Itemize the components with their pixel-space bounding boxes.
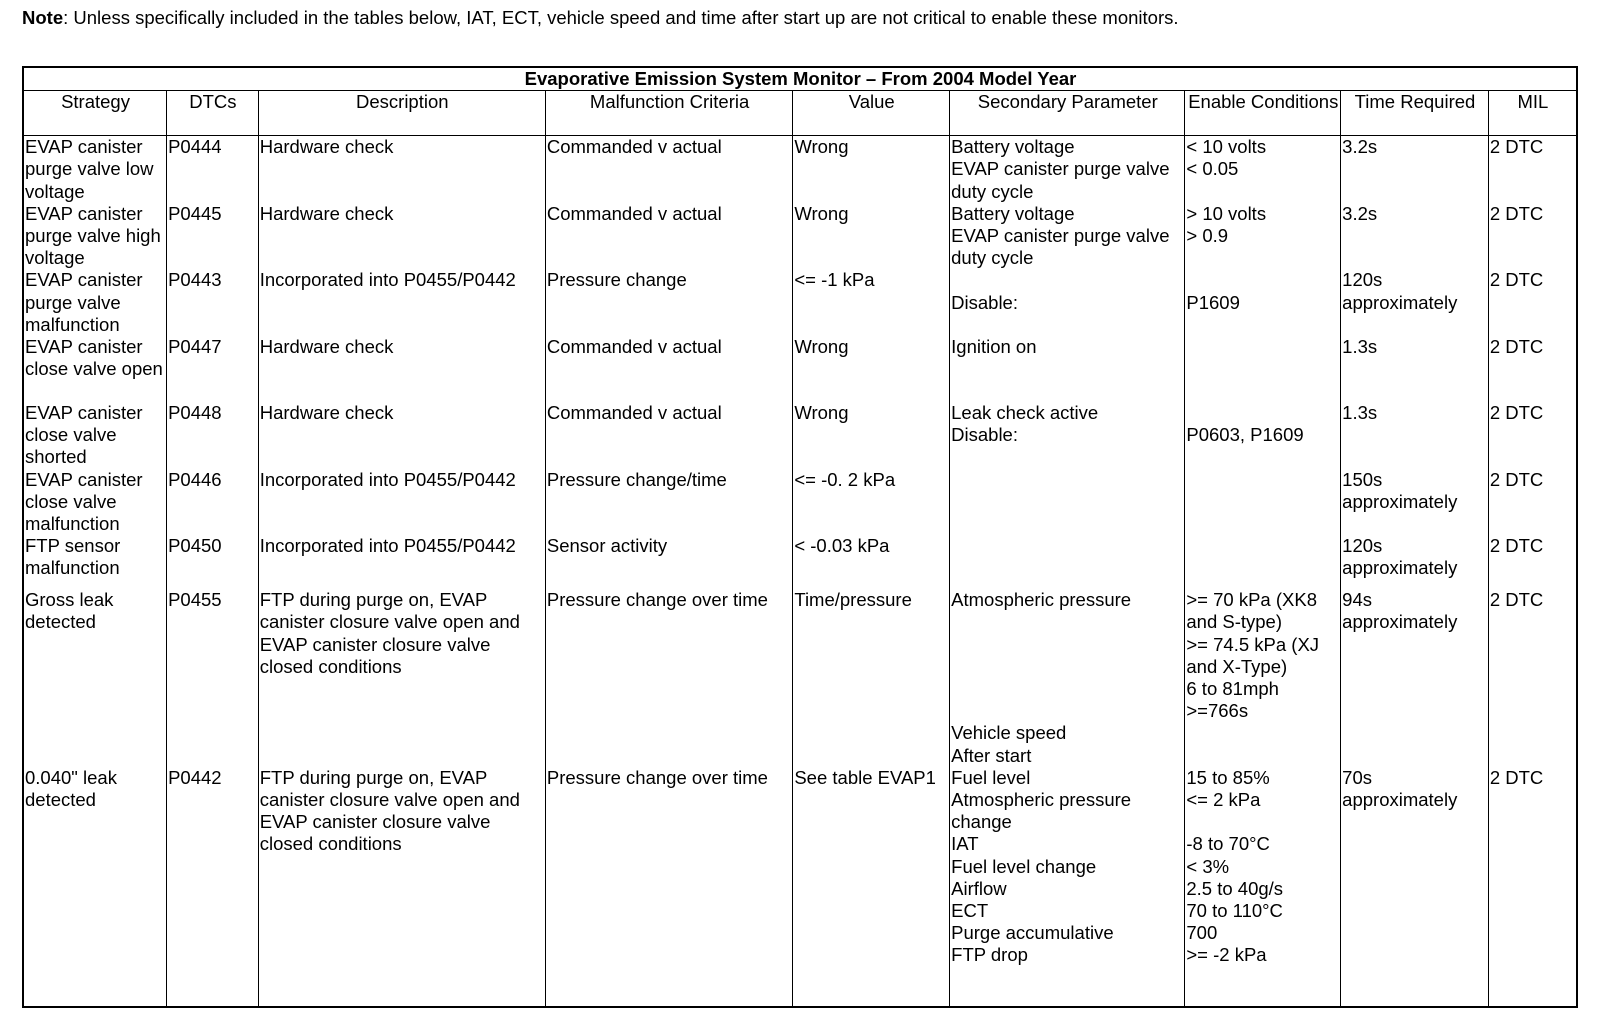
column-header-value: Value [793,91,950,136]
table-row [23,336,1577,402]
secondary-param: Atmospheric pressure [951,589,1132,611]
cell-dtc: P0446 [167,469,259,536]
enable-condition: 6 to 81mph [1186,678,1279,700]
cell-secondary [950,336,1185,402]
cell-strategy: EVAP canister purge valve low voltage [23,136,167,203]
secondary-param: ECT [951,900,989,922]
cell-dtc: P0448 [167,402,259,469]
cell-description: Incorporated into P0455/P0442 [258,535,545,589]
cell-description: Hardware check [258,402,545,469]
secondary-param: Fuel level change [951,855,1097,877]
enable-condition: < 10 volts [1186,136,1267,158]
cell-criteria: Pressure change over time [545,767,792,1007]
cell-secondary [950,767,1185,1007]
enable-condition: >= -2 kPa [1186,944,1267,966]
cell-value: Wrong [793,336,950,402]
table-row [23,136,1577,203]
table-row [23,589,1577,767]
cell-secondary [950,469,1185,536]
secondary-param: Purge accumulative [951,922,1114,944]
secondary-param: Atmospheric pressure change [951,789,1132,833]
enable-condition: < 0.05 [1186,158,1239,180]
cell-description: Hardware check [258,336,545,402]
cell-dtc: P0444 [167,136,259,203]
enable-condition: 700 [1186,922,1218,944]
table-row [23,535,1577,589]
cell-dtc: P0443 [167,269,259,336]
cell-secondary [950,535,1185,589]
cell-description: Incorporated into P0455/P0442 [258,269,545,336]
cell-strategy: EVAP canister close valve shorted [23,402,167,469]
table-row [23,402,1577,469]
secondary-param: Ignition on [951,336,1037,358]
secondary-param: After start [951,744,1032,766]
enable-condition: <= 2 kPa [1186,789,1261,810]
cell-mil: 2 DTC [1488,469,1577,536]
cell-criteria: Sensor activity [545,535,792,589]
column-header-description: Description [258,91,545,136]
enable-condition: > 10 volts [1186,202,1267,224]
cell-enable [1185,469,1341,536]
cell-time: 70s approximately [1341,767,1489,1007]
page-note [22,7,1179,29]
cell-mil: 2 DTC [1488,136,1577,203]
cell-strategy: EVAP canister close valve open [23,336,167,402]
cell-enable [1185,269,1341,336]
column-header-mil: MIL [1488,91,1577,136]
table-row [23,203,1577,270]
cell-strategy: EVAP canister close valve malfunction [23,469,167,536]
cell-value: <= -1 kPa [793,269,950,336]
cell-secondary [950,136,1185,203]
cell-mil: 2 DTC [1488,767,1577,1007]
cell-secondary [950,203,1185,270]
cell-criteria: Pressure change/time [545,469,792,536]
column-header-strategy: Strategy [23,91,167,136]
cell-description: FTP during purge on, EVAP canister closure valve open and EVAP canister closure valve closed conditions [258,767,545,1007]
enable-condition: -8 to 70°C [1186,833,1270,855]
cell-time: 3.2s [1341,136,1489,203]
cell-secondary [950,589,1185,767]
cell-criteria: Commanded v actual [545,336,792,402]
secondary-param: Battery voltage [951,202,1075,224]
cell-criteria: Commanded v actual [545,203,792,270]
cell-criteria: Commanded v actual [545,402,792,469]
enable-condition: 70 to 110°C [1186,900,1283,921]
enable-condition: > 0.9 [1186,225,1229,247]
cell-secondary [950,402,1185,469]
cell-mil: 2 DTC [1488,402,1577,469]
enable-condition: P1609 [1186,291,1240,313]
cell-mil: 2 DTC [1488,269,1577,336]
cell-dtc: P0447 [167,336,259,402]
cell-time: 3.2s [1341,203,1489,270]
cell-value: <= -0. 2 kPa [793,469,950,536]
cell-time: 120s approximately [1341,269,1489,336]
cell-value: See table EVAP1 [793,767,950,1007]
cell-description: Hardware check [258,136,545,203]
column-header-secondary-parameter: Secondary Parameter [950,91,1185,136]
cell-mil: 2 DTC [1488,589,1577,767]
secondary-param: Airflow [951,877,1007,899]
cell-strategy: 0.040" leak detected [23,767,167,1007]
cell-time: 94s approximately [1341,589,1489,767]
cell-strategy: EVAP canister purge valve high voltage [23,203,167,270]
cell-value: Wrong [793,136,950,203]
column-header-enable-conditions: Enable Conditions [1185,91,1341,136]
cell-time: 150s approximately [1341,469,1489,536]
cell-strategy: Gross leak detected [23,589,167,767]
cell-value: Wrong [793,203,950,270]
secondary-param: Vehicle speed [951,722,1067,744]
cell-mil: 2 DTC [1488,203,1577,270]
cell-dtc: P0455 [167,589,259,767]
enable-condition: >=766s [1186,700,1249,722]
column-header-time-required: Time Required [1341,91,1489,136]
cell-description: Incorporated into P0455/P0442 [258,469,545,536]
table-row [23,469,1577,536]
secondary-param: Battery voltage [951,136,1075,158]
cell-strategy: EVAP canister purge valve malfunction [23,269,167,336]
note-text: : Unless specifically included in the tables below, IAT, ECT, vehicle speed and time after start up are not critical to enable these monitors. [63,7,1179,28]
enable-condition: 15 to 85% [1186,766,1270,788]
cell-strategy: FTP sensor malfunction [23,535,167,589]
cell-dtc: P0445 [167,203,259,270]
cell-description: FTP during purge on, EVAP canister closure valve open and EVAP canister closure valve closed conditions [258,589,545,767]
secondary-param: FTP drop [951,944,1028,966]
secondary-param: EVAP canister purge valve duty cycle [951,158,1170,202]
cell-dtc: P0442 [167,767,259,1007]
enable-condition: < 3% [1186,855,1230,877]
enable-condition: >= 74.5 kPa (XJ and X-Type) [1186,633,1320,677]
cell-dtc: P0450 [167,535,259,589]
cell-enable [1185,136,1341,203]
secondary-param: EVAP canister purge valve duty cycle [951,225,1170,269]
secondary-param: Fuel level [951,766,1031,788]
table-title: Evaporative Emission System Monitor – From 2004 Model Year [23,67,1577,91]
cell-criteria: Pressure change over time [545,589,792,767]
cell-time: 120s approximately [1341,535,1489,589]
secondary-param: Disable: [951,424,1018,446]
cell-criteria: Pressure change [545,269,792,336]
column-header-malfunction-criteria: Malfunction Criteria [545,91,792,136]
cell-mil: 2 DTC [1488,336,1577,402]
column-header-dtcs: DTCs [167,91,259,136]
evap-monitor-table [22,66,1578,1008]
cell-value: Time/pressure [793,589,950,767]
enable-condition: >= 70 kPa (XK8 and S-type) [1186,589,1317,633]
cell-value: < -0.03 kPa [793,535,950,589]
cell-enable [1185,535,1341,589]
secondary-param: Leak check active [951,402,1099,424]
cell-time: 1.3s [1341,402,1489,469]
cell-enable [1185,589,1341,767]
cell-enable [1185,336,1341,402]
cell-secondary [950,269,1185,336]
enable-condition: 2.5 to 40g/s [1186,877,1284,899]
cell-time: 1.3s [1341,336,1489,402]
cell-value: Wrong [793,402,950,469]
cell-enable [1185,203,1341,270]
cell-enable [1185,402,1341,469]
note-label: Note [22,7,64,28]
enable-condition: P0603, P1609 [1186,424,1304,446]
table-row [23,767,1577,1007]
cell-description: Hardware check [258,203,545,270]
cell-enable [1185,767,1341,1007]
secondary-param: IAT [951,833,979,855]
cell-criteria: Commanded v actual [545,136,792,203]
secondary-param: Disable: [951,291,1018,313]
table-row [23,269,1577,336]
cell-mil: 2 DTC [1488,535,1577,589]
